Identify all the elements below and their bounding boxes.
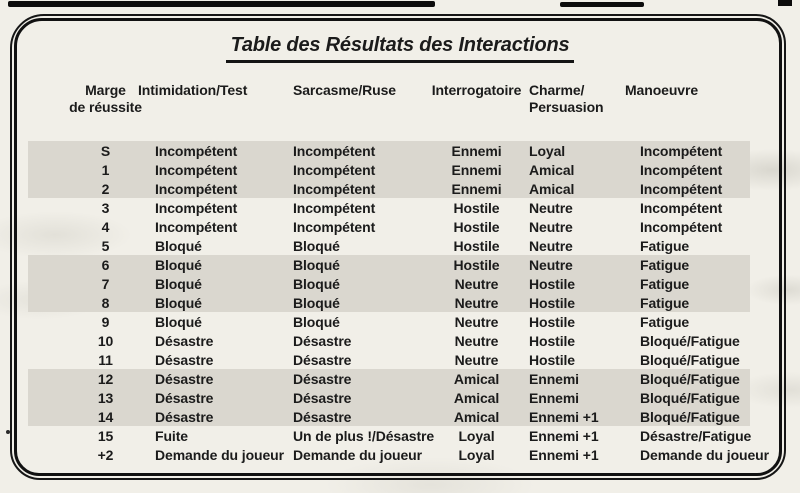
cell-interrogatoire: Neutre: [454, 332, 499, 349]
column-header-marge-de-reussite: [28, 82, 155, 116]
cell-sarcasme-ruse: Incompétent: [293, 218, 376, 235]
table-row: [28, 179, 750, 198]
cell-intimidation-test: Désastre: [155, 389, 214, 406]
cell-intimidation-test: Bloqué: [155, 237, 202, 254]
cell-manoeuvre: Incompétent: [640, 199, 723, 216]
scan-edge-artifact: [8, 1, 435, 7]
cell-intimidation-test: Bloqué: [155, 294, 202, 311]
cell-marge: 14: [97, 408, 114, 425]
table-row: [28, 274, 750, 293]
cell-intimidation-test: Désastre: [155, 351, 214, 368]
cell-interrogatoire: Loyal: [458, 427, 495, 444]
cell-manoeuvre: Incompétent: [640, 142, 723, 159]
cell-manoeuvre: Demande du joueur: [640, 446, 769, 463]
cell-intimidation-test: Bloqué: [155, 256, 202, 273]
cell-charme-persuasion: Hostile: [529, 351, 575, 368]
cell-interrogatoire: Neutre: [454, 313, 499, 330]
table-row: [28, 350, 750, 369]
cell-interrogatoire: Hostile: [453, 199, 500, 216]
column-header-interrogatoire: [424, 82, 529, 116]
cell-intimidation-test: Fuite: [155, 427, 188, 444]
cell-intimidation-test: Incompétent: [155, 142, 238, 159]
cell-intimidation-test: Incompétent: [155, 180, 238, 197]
cell-intimidation-test: Incompétent: [155, 218, 238, 235]
cell-sarcasme-ruse: Désastre: [293, 389, 352, 406]
cell-marge: 11: [98, 351, 113, 368]
cell-marge: S: [100, 142, 111, 159]
cell-charme-persuasion: Ennemi +1: [529, 446, 599, 463]
cell-charme-persuasion: Amical: [529, 180, 575, 197]
scan-edge-artifact: [560, 2, 644, 7]
cell-sarcasme-ruse: Désastre: [293, 408, 352, 425]
cell-intimidation-test: Incompétent: [155, 161, 238, 178]
cell-marge: 12: [97, 370, 114, 387]
table-rows: [28, 141, 769, 464]
cell-manoeuvre: Fatigue: [640, 256, 690, 273]
cell-marge: 10: [97, 332, 114, 349]
cell-interrogatoire: Neutre: [454, 294, 499, 311]
cell-sarcasme-ruse: Bloqué: [293, 294, 340, 311]
cell-charme-persuasion: Hostile: [529, 332, 575, 349]
cell-interrogatoire: Hostile: [453, 256, 500, 273]
cell-manoeuvre: Fatigue: [640, 294, 690, 311]
cell-marge: 8: [101, 294, 110, 311]
table-row: [28, 445, 769, 464]
cell-charme-persuasion: Ennemi: [529, 389, 579, 406]
cell-manoeuvre: Bloqué/Fatigue: [640, 332, 740, 349]
cell-intimidation-test: Bloqué: [155, 313, 202, 330]
cell-sarcasme-ruse: Bloqué: [293, 256, 340, 273]
cell-interrogatoire: Ennemi: [451, 161, 502, 178]
cell-interrogatoire: Hostile: [453, 237, 500, 254]
cell-sarcasme-ruse: Incompétent: [293, 180, 376, 197]
column-header-sarcasme-ruse: [293, 82, 424, 116]
cell-sarcasme-ruse: Bloqué: [293, 313, 340, 330]
cell-charme-persuasion: Ennemi: [529, 370, 579, 387]
cell-sarcasme-ruse: Incompétent: [293, 199, 376, 216]
cell-manoeuvre: Désastre/Fatigue: [640, 427, 752, 444]
title-row: [0, 33, 800, 63]
cell-sarcasme-ruse: Demande du joueur: [293, 446, 422, 463]
cell-manoeuvre: Bloqué/Fatigue: [640, 351, 740, 368]
column-header-line: Manoeuvre: [625, 82, 699, 98]
cell-charme-persuasion: Neutre: [529, 218, 573, 235]
cell-sarcasme-ruse: Incompétent: [293, 142, 376, 159]
cell-manoeuvre: Bloqué/Fatigue: [640, 408, 740, 425]
page-title: Table des Résultats des Interactions: [226, 33, 575, 63]
cell-intimidation-test: Désastre: [155, 408, 214, 425]
cell-interrogatoire: Amical: [453, 370, 500, 387]
cell-manoeuvre: Fatigue: [640, 237, 690, 254]
cell-sarcasme-ruse: Désastre: [293, 332, 352, 349]
cell-charme-persuasion: Hostile: [529, 275, 575, 292]
column-header-line: Charme/: [529, 82, 585, 98]
column-header-line: Interrogatoire: [431, 82, 522, 98]
cell-charme-persuasion: Ennemi +1: [529, 408, 599, 425]
cell-charme-persuasion: Ennemi +1: [529, 427, 599, 444]
cell-marge: 3: [101, 199, 110, 216]
cell-marge: 7: [101, 275, 110, 292]
cell-intimidation-test: Désastre: [155, 332, 214, 349]
cell-interrogatoire: Neutre: [454, 351, 499, 368]
cell-marge: 6: [101, 256, 110, 273]
column-header-charme-persuasion: [529, 82, 625, 116]
table-row: [28, 369, 750, 388]
cell-sarcasme-ruse: Désastre: [293, 351, 352, 368]
cell-marge: +2: [97, 446, 114, 463]
table-row: [28, 312, 750, 331]
table-header-row: [28, 82, 750, 116]
cell-charme-persuasion: Neutre: [529, 256, 573, 273]
column-header-line: Sarcasme/Ruse: [293, 82, 396, 98]
cell-manoeuvre: Fatigue: [640, 313, 690, 330]
cell-sarcasme-ruse: Incompétent: [293, 161, 376, 178]
cell-sarcasme-ruse: Désastre: [293, 370, 352, 387]
table-row: [28, 160, 750, 179]
column-header-manoeuvre: [625, 82, 750, 116]
cell-marge: 4: [101, 218, 110, 235]
cell-sarcasme-ruse: Bloqué: [293, 275, 340, 292]
scan-edge-artifact: [778, 0, 792, 6]
cell-charme-persuasion: Hostile: [529, 313, 575, 330]
cell-marge: 13: [97, 389, 114, 406]
column-header-line: de réussite: [69, 99, 142, 115]
cell-interrogatoire: Hostile: [453, 218, 500, 235]
column-header-intimidation-test: [138, 82, 293, 116]
cell-interrogatoire: Ennemi: [451, 180, 502, 197]
table-row: [28, 426, 750, 445]
table-row: [28, 141, 750, 160]
cell-charme-persuasion: Loyal: [529, 142, 566, 159]
cell-charme-persuasion: Hostile: [529, 294, 575, 311]
cell-manoeuvre: Incompétent: [640, 180, 723, 197]
cell-interrogatoire: Amical: [453, 389, 500, 406]
cell-marge: 1: [101, 161, 110, 178]
table-row: [28, 388, 750, 407]
table-row: [28, 236, 750, 255]
cell-manoeuvre: Bloqué/Fatigue: [640, 370, 740, 387]
cell-intimidation-test: Demande du joueur: [155, 446, 284, 463]
cell-charme-persuasion: Neutre: [529, 237, 573, 254]
cell-intimidation-test: Incompétent: [155, 199, 238, 216]
cell-interrogatoire: Ennemi: [451, 142, 502, 159]
cell-marge: 5: [101, 237, 110, 254]
column-header-line: Persuasion: [529, 99, 604, 115]
cell-intimidation-test: Désastre: [155, 370, 214, 387]
cell-marge: 9: [101, 313, 110, 330]
cell-manoeuvre: Incompétent: [640, 218, 723, 235]
cell-interrogatoire: Loyal: [458, 446, 495, 463]
table-row: [28, 407, 750, 426]
table-row: [28, 331, 750, 350]
table-row: [28, 255, 750, 274]
cell-intimidation-test: Bloqué: [155, 275, 202, 292]
cell-charme-persuasion: Neutre: [529, 199, 573, 216]
cell-sarcasme-ruse: Un de plus !/Désastre: [293, 427, 435, 444]
cell-marge: 2: [101, 180, 110, 197]
cell-interrogatoire: Neutre: [454, 275, 499, 292]
cell-charme-persuasion: Amical: [529, 161, 575, 178]
table-row: [28, 198, 750, 217]
cell-manoeuvre: Incompétent: [640, 161, 723, 178]
table-row: [28, 293, 750, 312]
column-header-line: Marge: [85, 82, 126, 98]
cell-interrogatoire: Amical: [453, 408, 500, 425]
cell-manoeuvre: Fatigue: [640, 275, 690, 292]
table-row: [28, 217, 750, 236]
cell-manoeuvre: Bloqué/Fatigue: [640, 389, 740, 406]
cell-sarcasme-ruse: Bloqué: [293, 237, 340, 254]
column-header-line: Intimidation/Test: [138, 82, 248, 98]
cell-marge: 15: [97, 427, 114, 444]
